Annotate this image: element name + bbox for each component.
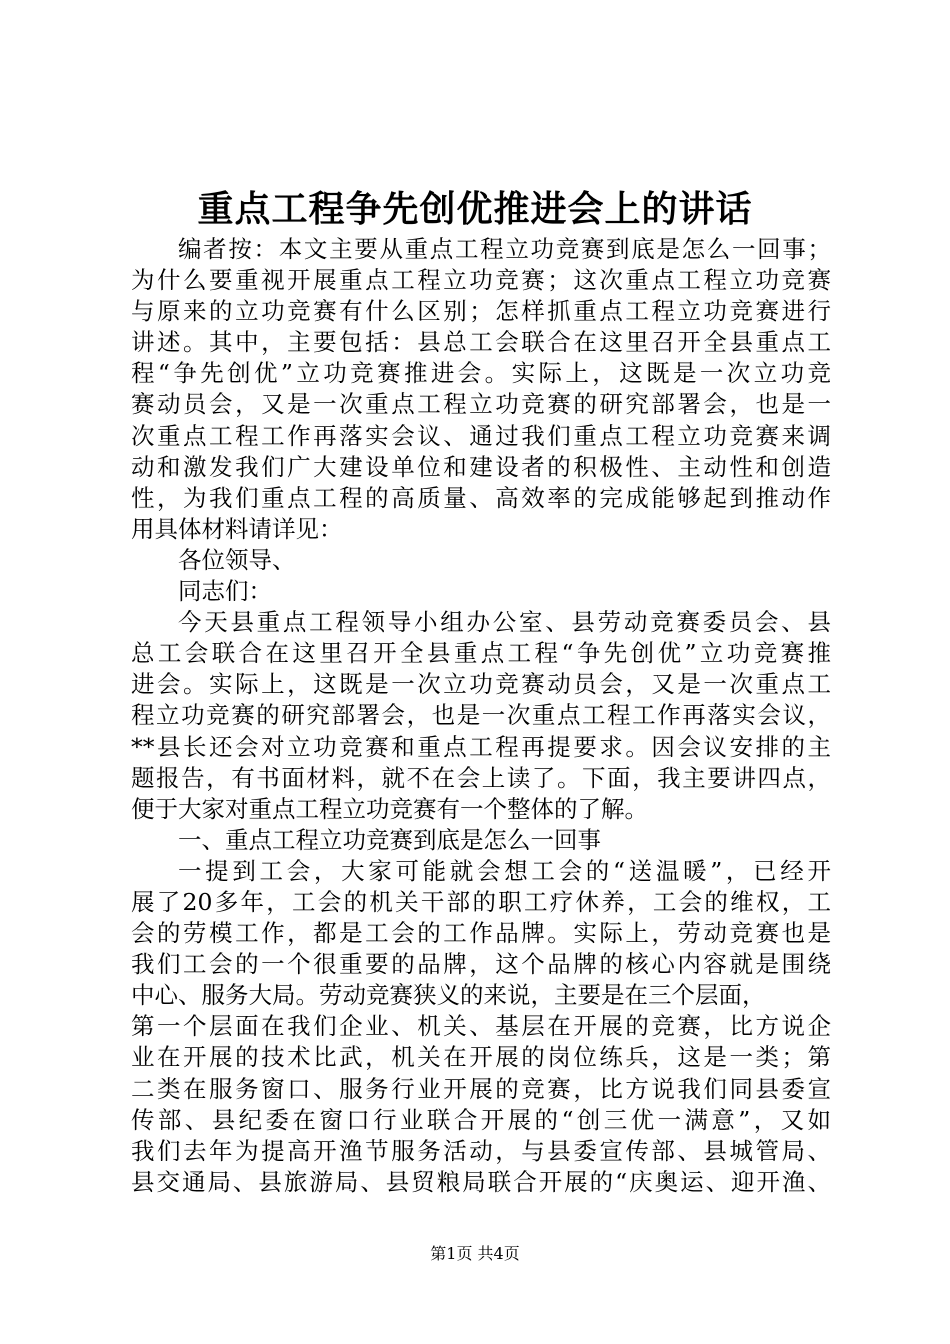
body-line: 业在开展的技术比武，机关在开展的岗位练兵，这是一类；第	[131, 1043, 831, 1072]
body-line: 展了20多年，工会的机关干部的职工疗休养，工会的维权，工	[131, 887, 831, 916]
body-line: 传部、县纪委在窗口行业联合开展的“创三优一满意”，又如	[131, 1105, 831, 1134]
body-line: 程立功竞赛的研究部署会，也是一次重点工程工作再落实会议，	[131, 701, 831, 730]
body-line: 一提到工会，大家可能就会想工会的“送温暖”，已经开	[178, 856, 831, 885]
body-line: 讲述。其中，主要包括：县总工会联合在这里召开全县重点工	[131, 328, 831, 357]
body-line: 各位领导、	[178, 545, 296, 574]
body-line: 第一个层面在我们企业、机关、基层在开展的竞赛，比方说企	[131, 1012, 831, 1041]
body-line: 编者按：本文主要从重点工程立功竞赛到底是怎么一回事；	[178, 235, 831, 263]
body-line: 程“争先创优”立功竞赛推进会。实际上，这既是一次立功竞	[131, 359, 831, 388]
body-line: 我们工会的一个很重要的品牌，这个品牌的核心内容就是围绕	[131, 950, 831, 979]
body-line: 二类在服务窗口、服务行业开展的竞赛，比方说我们同县委宣	[131, 1074, 831, 1103]
body-line: 性，为我们重点工程的高质量、高效率的完成能够起到推动作	[131, 483, 831, 512]
body-line: 一、重点工程立功竞赛到底是怎么一回事	[178, 825, 601, 854]
body-line: 县交通局、县旅游局、县贸粮局联合开展的“庆奥运、迎开渔、	[131, 1167, 831, 1196]
body-line: 为什么要重视开展重点工程立功竞赛；这次重点工程立功竞赛	[131, 266, 831, 295]
body-line: 总工会联合在这里召开全县重点工程“争先创优”立功竞赛推	[131, 639, 831, 668]
body-line: 今天县重点工程领导小组办公室、县劳动竞赛委员会、县	[178, 608, 831, 637]
document-body	[131, 234, 831, 1198]
body-line: 进会。实际上，这既是一次立功竞赛动员会，又是一次重点工	[131, 670, 831, 699]
body-line: 动和激发我们广大建设单位和建设者的积极性、主动性和创造	[131, 452, 831, 481]
page-footer: 第1页 共4页	[430, 1244, 520, 1263]
body-line: 便于大家对重点工程立功竞赛有一个整体的了解。	[131, 794, 648, 823]
body-line: 用具体材料请详见：	[131, 514, 343, 543]
body-line: 会的劳模工作，都是工会的工作品牌。实际上，劳动竞赛也是	[131, 919, 831, 948]
body-line: 我们去年为提高开渔节服务活动，与县委宣传部、县城管局、	[131, 1136, 831, 1165]
body-line: **县长还会对立功竞赛和重点工程再提要求。因会议安排的主	[131, 732, 831, 761]
body-line: 与原来的立功竞赛有什么区别；怎样抓重点工程立功竞赛进行	[131, 297, 831, 326]
body-line: 赛动员会，又是一次重点工程立功竞赛的研究部署会，也是一	[131, 390, 831, 419]
body-line: 次重点工程工作再落实会议、通过我们重点工程立功竞赛来调	[131, 421, 831, 450]
document-title: 重点工程争先创优推进会上的讲话	[197, 188, 753, 230]
body-line: 同志们：	[178, 577, 272, 606]
body-line: 中心、服务大局。劳动竞赛狭义的来说，主要是在三个层面，	[131, 981, 766, 1010]
body-line: 题报告，有书面材料，就不在会上读了。下面，我主要讲四点，	[131, 763, 831, 792]
